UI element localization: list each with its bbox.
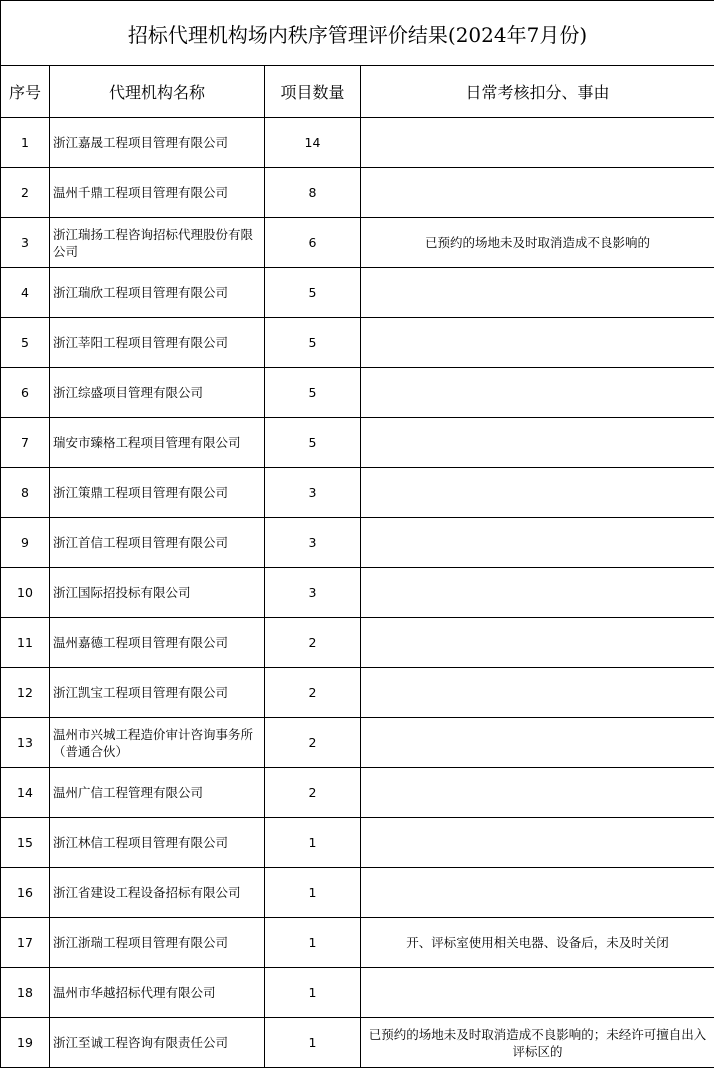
row-project-count: 3 xyxy=(265,568,361,618)
row-project-count: 2 xyxy=(265,718,361,768)
header-row xyxy=(1,66,714,118)
row-index: 1 xyxy=(1,118,50,168)
row-index: 4 xyxy=(1,268,50,318)
row-index: 6 xyxy=(1,368,50,418)
row-project-count: 2 xyxy=(265,768,361,818)
row-project-count: 5 xyxy=(265,268,361,318)
row-index: 13 xyxy=(1,718,50,768)
row-project-count: 6 xyxy=(265,218,361,268)
row-project-count: 1 xyxy=(265,968,361,1018)
row-agency-name: 浙江瑞欣工程项目管理有限公司 xyxy=(50,268,265,318)
row-agency-name: 浙江莘阳工程项目管理有限公司 xyxy=(50,318,265,368)
row-index: 15 xyxy=(1,818,50,868)
row-deduction-reason xyxy=(361,568,714,618)
table-row xyxy=(1,768,714,818)
row-agency-name: 浙江策鼎工程项目管理有限公司 xyxy=(50,468,265,518)
row-index: 5 xyxy=(1,318,50,368)
table-row xyxy=(1,818,714,868)
table-row xyxy=(1,618,714,668)
row-agency-name: 浙江至诚工程咨询有限责任公司 xyxy=(50,1018,265,1068)
row-agency-name: 浙江林信工程项目管理有限公司 xyxy=(50,818,265,868)
row-index: 17 xyxy=(1,918,50,968)
row-agency-name: 温州市华越招标代理有限公司 xyxy=(50,968,265,1018)
row-project-count: 2 xyxy=(265,618,361,668)
row-deduction-reason xyxy=(361,118,714,168)
row-agency-name: 温州市兴城工程造价审计咨询事务所（普通合伙） xyxy=(50,718,265,768)
row-index: 16 xyxy=(1,868,50,918)
row-deduction-reason xyxy=(361,768,714,818)
table-row xyxy=(1,568,714,618)
table-row xyxy=(1,218,714,268)
row-agency-name: 浙江瑞扬工程咨询招标代理股份有限公司 xyxy=(50,218,265,268)
row-agency-name: 浙江综盛项目管理有限公司 xyxy=(50,368,265,418)
row-agency-name: 浙江首信工程项目管理有限公司 xyxy=(50,518,265,568)
table-title: 招标代理机构场内秩序管理评价结果(2024年7月份) xyxy=(1,1,714,66)
row-index: 8 xyxy=(1,468,50,518)
table-row xyxy=(1,418,714,468)
header-index: 序号 xyxy=(1,66,50,118)
row-index: 14 xyxy=(1,768,50,818)
row-project-count: 1 xyxy=(265,868,361,918)
row-agency-name: 浙江嘉晟工程项目管理有限公司 xyxy=(50,118,265,168)
row-agency-name: 浙江国际招投标有限公司 xyxy=(50,568,265,618)
table-row xyxy=(1,668,714,718)
row-deduction-reason: 开、评标室使用相关电器、设备后，未及时关闭 xyxy=(361,918,714,968)
row-deduction-reason xyxy=(361,368,714,418)
table-row xyxy=(1,868,714,918)
table-row xyxy=(1,268,714,318)
row-agency-name: 浙江省建设工程设备招标有限公司 xyxy=(50,868,265,918)
row-index: 7 xyxy=(1,418,50,468)
row-agency-name: 浙江浙瑞工程项目管理有限公司 xyxy=(50,918,265,968)
row-agency-name: 浙江凯宝工程项目管理有限公司 xyxy=(50,668,265,718)
row-index: 19 xyxy=(1,1018,50,1068)
row-deduction-reason: 已预约的场地未及时取消造成不良影响的；未经许可擅自出入评标区的 xyxy=(361,1018,714,1068)
row-project-count: 5 xyxy=(265,368,361,418)
row-project-count: 2 xyxy=(265,668,361,718)
row-agency-name: 温州广信工程管理有限公司 xyxy=(50,768,265,818)
row-deduction-reason xyxy=(361,418,714,468)
table-row xyxy=(1,168,714,218)
header-count: 项目数量 xyxy=(265,66,361,118)
row-deduction-reason xyxy=(361,268,714,318)
row-index: 9 xyxy=(1,518,50,568)
row-deduction-reason xyxy=(361,618,714,668)
table-row xyxy=(1,718,714,768)
row-deduction-reason xyxy=(361,468,714,518)
row-deduction-reason xyxy=(361,968,714,1018)
row-agency-name: 温州嘉德工程项目管理有限公司 xyxy=(50,618,265,668)
row-index: 3 xyxy=(1,218,50,268)
table-row xyxy=(1,1018,714,1068)
table-row xyxy=(1,368,714,418)
row-project-count: 1 xyxy=(265,1018,361,1068)
row-project-count: 1 xyxy=(265,818,361,868)
row-project-count: 3 xyxy=(265,468,361,518)
header-name: 代理机构名称 xyxy=(50,66,265,118)
row-project-count: 1 xyxy=(265,918,361,968)
row-index: 11 xyxy=(1,618,50,668)
row-index: 2 xyxy=(1,168,50,218)
row-project-count: 3 xyxy=(265,518,361,568)
table-row xyxy=(1,468,714,518)
header-reason: 日常考核扣分、事由 xyxy=(361,66,714,118)
table-row xyxy=(1,118,714,168)
row-deduction-reason xyxy=(361,518,714,568)
table-row xyxy=(1,918,714,968)
row-agency-name: 温州千鼎工程项目管理有限公司 xyxy=(50,168,265,218)
row-project-count: 14 xyxy=(265,118,361,168)
row-deduction-reason xyxy=(361,818,714,868)
table-row xyxy=(1,318,714,368)
table-row xyxy=(1,518,714,568)
table-row xyxy=(1,968,714,1018)
row-index: 10 xyxy=(1,568,50,618)
row-project-count: 8 xyxy=(265,168,361,218)
row-deduction-reason xyxy=(361,318,714,368)
row-deduction-reason xyxy=(361,168,714,218)
row-project-count: 5 xyxy=(265,318,361,368)
row-project-count: 5 xyxy=(265,418,361,468)
row-deduction-reason xyxy=(361,718,714,768)
row-deduction-reason xyxy=(361,868,714,918)
row-agency-name: 瑞安市臻格工程项目管理有限公司 xyxy=(50,418,265,468)
row-index: 18 xyxy=(1,968,50,1018)
title-row xyxy=(1,1,714,66)
row-deduction-reason: 已预约的场地未及时取消造成不良影响的 xyxy=(361,218,714,268)
row-index: 12 xyxy=(1,668,50,718)
row-deduction-reason xyxy=(361,668,714,718)
